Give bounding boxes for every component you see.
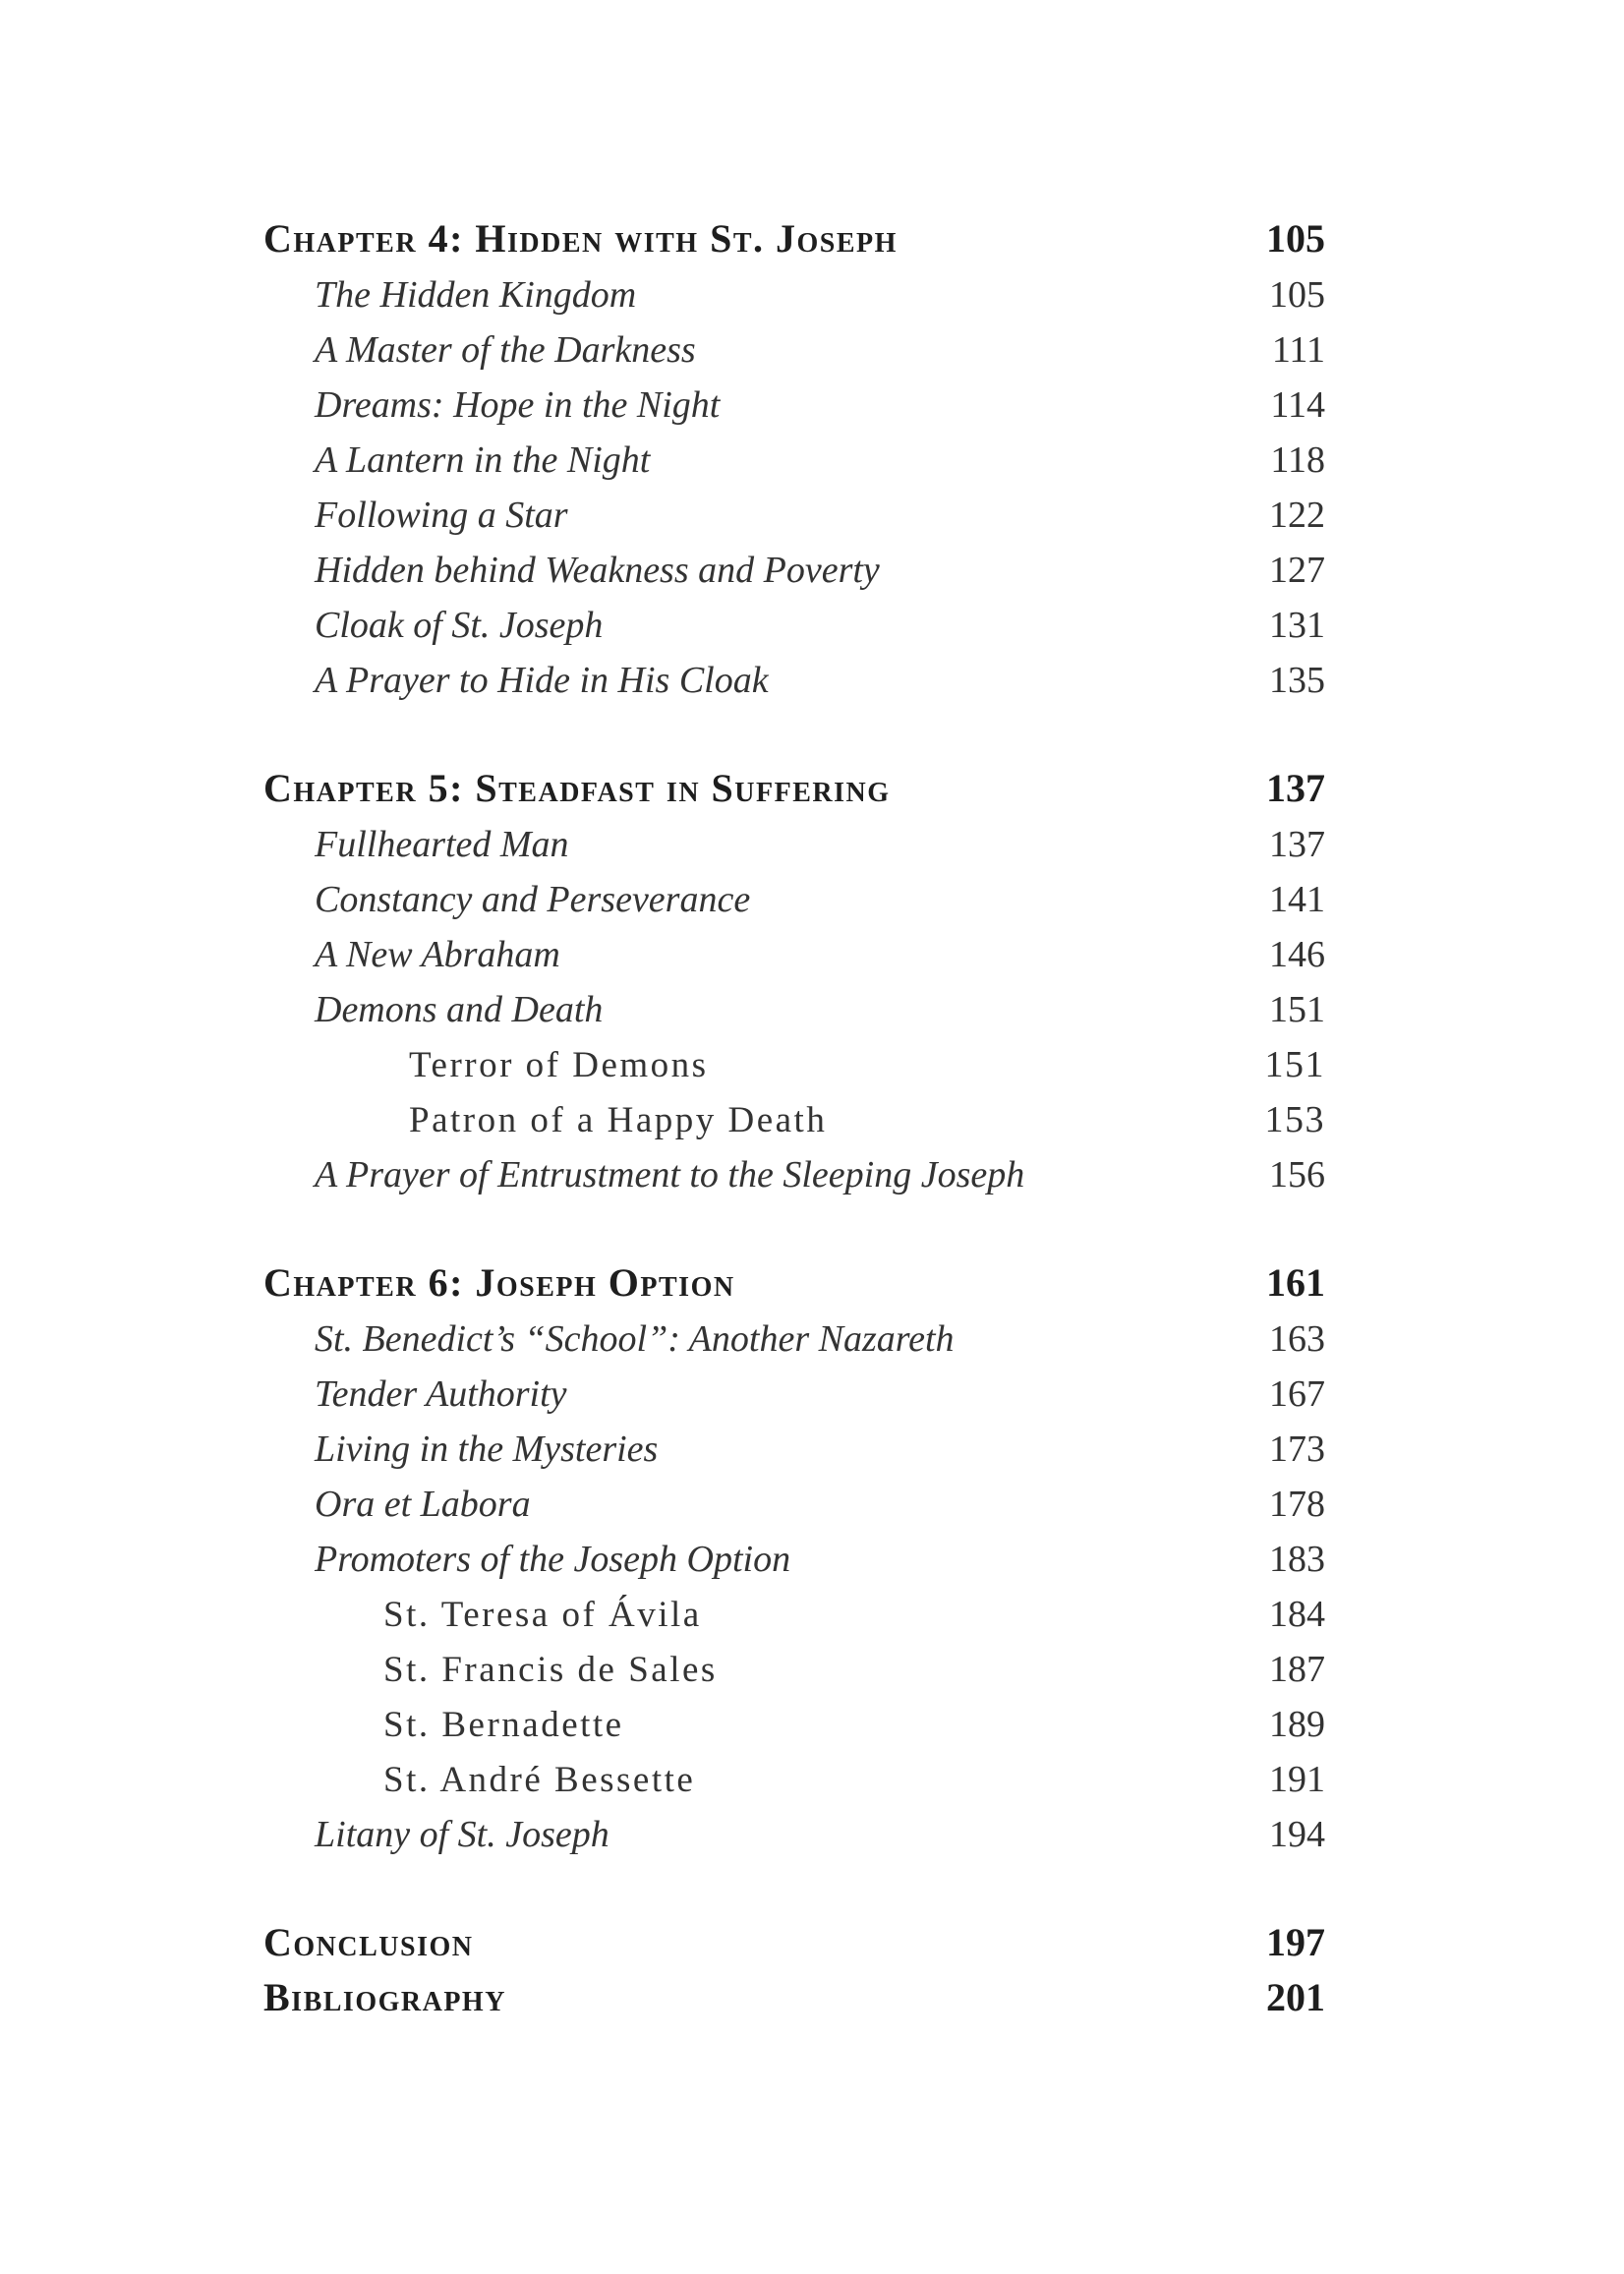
toc-entry[interactable] (263, 1149, 1325, 1204)
entry-title: Dreams: Hope in the Night (315, 384, 721, 426)
toc-subentry[interactable] (263, 1754, 1325, 1809)
toc-subentry[interactable] (263, 1094, 1325, 1149)
toc-entry[interactable] (263, 1313, 1325, 1369)
chapter-heading[interactable] (263, 1258, 1325, 1313)
page-number: 201 (1266, 1975, 1325, 2019)
page-number: 105 (1266, 216, 1325, 261)
page-number: 118 (1270, 439, 1325, 481)
chapter-title: Chapter 6: Joseph Option (263, 1260, 735, 1305)
page-number: 114 (1270, 384, 1325, 426)
page-number: 197 (1266, 1920, 1325, 1964)
toc-entry[interactable] (263, 490, 1325, 545)
chapter-4-section (263, 214, 1325, 710)
toc-subentry[interactable] (263, 1039, 1325, 1094)
page-number: 131 (1269, 605, 1325, 646)
subentry-title: Terror of Demons (409, 1045, 709, 1085)
table-of-contents (263, 214, 1325, 2082)
page-number: 146 (1269, 934, 1325, 975)
entry-title: A Master of the Darkness (315, 329, 696, 371)
chapter-title: Chapter 4: Hidden with St. Joseph (263, 216, 898, 261)
page-number: 173 (1269, 1429, 1325, 1470)
entry-title: Demons and Death (315, 989, 604, 1030)
page-number: 194 (1269, 1814, 1325, 1855)
toc-entry[interactable] (263, 1809, 1325, 1864)
page-number: 122 (1269, 495, 1325, 536)
subentry-title: St. André Bessette (383, 1760, 696, 1800)
toc-entry[interactable] (263, 819, 1325, 874)
chapter-5-section (263, 764, 1325, 1204)
page-number: 184 (1269, 1594, 1325, 1635)
toc-subentry[interactable] (263, 1644, 1325, 1699)
toc-entry[interactable] (263, 269, 1325, 324)
entry-title: St. Benedict’s “School”: Another Nazareth (315, 1318, 955, 1360)
toc-entry[interactable] (263, 545, 1325, 600)
page-number: 111 (1271, 329, 1325, 371)
entry-title: A Lantern in the Night (315, 439, 651, 481)
toc-subentry[interactable] (263, 1699, 1325, 1754)
toc-entry[interactable] (263, 655, 1325, 710)
toc-entry[interactable] (263, 600, 1325, 655)
subentry-title: Patron of a Happy Death (409, 1100, 828, 1140)
entry-title: Hidden behind Weakness and Poverty (315, 550, 880, 591)
page-number: 167 (1269, 1373, 1325, 1415)
bibliography-heading[interactable] (263, 1973, 1325, 2028)
entry-title: Tender Authority (315, 1373, 567, 1415)
toc-entry[interactable] (263, 379, 1325, 435)
conclusion-title: Conclusion (263, 1920, 474, 1964)
page-number: 187 (1269, 1649, 1325, 1690)
chapter-heading[interactable] (263, 764, 1325, 819)
bibliography-title: Bibliography (263, 1975, 506, 2019)
chapter-heading[interactable] (263, 214, 1325, 269)
page-number: 141 (1269, 879, 1325, 920)
page-number: 191 (1269, 1759, 1325, 1800)
entry-title: A New Abraham (315, 934, 560, 975)
subentry-title: St. Francis de Sales (383, 1650, 718, 1690)
toc-entry[interactable] (263, 1424, 1325, 1479)
conclusion-heading[interactable] (263, 1918, 1325, 1973)
page-number: 151 (1264, 1044, 1325, 1085)
toc-entry[interactable] (263, 984, 1325, 1039)
entry-title: The Hidden Kingdom (315, 274, 637, 316)
page-number: 135 (1269, 660, 1325, 701)
page-number: 153 (1264, 1099, 1325, 1140)
page-number: 163 (1269, 1318, 1325, 1360)
toc-entry[interactable] (263, 1479, 1325, 1534)
page-number: 105 (1269, 274, 1325, 316)
end-matter-section (263, 1918, 1325, 2028)
toc-entry[interactable] (263, 1534, 1325, 1589)
entry-title: Following a Star (315, 495, 568, 536)
toc-entry[interactable] (263, 1369, 1325, 1424)
subentry-title: St. Bernadette (383, 1705, 624, 1745)
page-number: 161 (1266, 1260, 1325, 1305)
page-number: 151 (1269, 989, 1325, 1030)
toc-entry[interactable] (263, 929, 1325, 984)
entry-title: Ora et Labora (315, 1484, 531, 1525)
entry-title: A Prayer of Entrustment to the Sleeping Joseph (315, 1154, 1025, 1195)
entry-title: Fullhearted Man (315, 824, 569, 865)
page-number: 189 (1269, 1704, 1325, 1745)
entry-title: Constancy and Perseverance (315, 879, 751, 920)
page-number: 137 (1269, 824, 1325, 865)
page-number: 183 (1269, 1539, 1325, 1580)
toc-subentry[interactable] (263, 1589, 1325, 1644)
page-number: 127 (1269, 550, 1325, 591)
entry-title: A Prayer to Hide in His Cloak (315, 660, 769, 701)
entry-title: Living in the Mysteries (315, 1429, 659, 1470)
chapter-6-section (263, 1258, 1325, 1864)
toc-entry[interactable] (263, 435, 1325, 490)
entry-title: Cloak of St. Joseph (315, 605, 604, 646)
page-number: 137 (1266, 766, 1325, 810)
entry-title: Promoters of the Joseph Option (315, 1539, 791, 1580)
chapter-title: Chapter 5: Steadfast in Suffering (263, 766, 891, 810)
toc-entry[interactable] (263, 874, 1325, 929)
page-number: 156 (1269, 1154, 1325, 1195)
toc-entry[interactable] (263, 324, 1325, 379)
subentry-title: St. Teresa of Ávila (383, 1595, 702, 1635)
entry-title: Litany of St. Joseph (315, 1814, 609, 1855)
page-number: 178 (1269, 1484, 1325, 1525)
